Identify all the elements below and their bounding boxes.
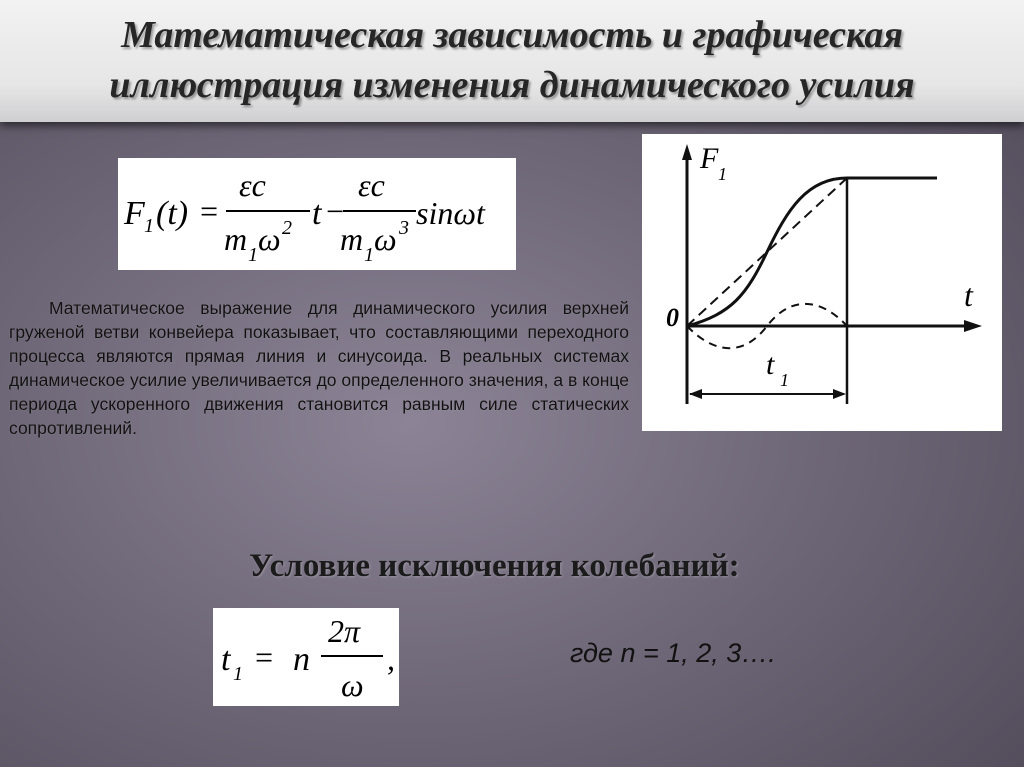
formula1-den2-sub: 1 [364, 244, 374, 266]
graph-interval-label-sub: 1 [780, 370, 789, 390]
formula1-num2: εc [358, 167, 385, 203]
formula1-den2-m: m [340, 221, 364, 257]
formula1-den1-omega: ω [258, 221, 281, 257]
formula2-denominator: ω [341, 667, 364, 703]
formula-dynamic-force [118, 158, 516, 270]
graph-interval-label: t [766, 348, 775, 381]
graph-interval-arrow-right [833, 389, 846, 399]
formula2-equals: = [253, 639, 275, 675]
formula1-num1: εc [239, 167, 266, 203]
formula2-lhs: t [221, 641, 231, 678]
title-bar [0, 0, 1024, 122]
formula2-lhs-sub: 1 [233, 663, 243, 685]
formula-oscillation-condition [213, 608, 399, 706]
graph-interval-arrow-left [689, 389, 702, 399]
formula1-t-term: t [312, 195, 322, 232]
where-note: где n = 1, 2, 3…. [570, 638, 776, 668]
formula1-den2-omega: ω [374, 221, 397, 257]
formula1-den2-power: 3 [399, 217, 409, 239]
formula2-numerator: 2π [328, 613, 361, 649]
formula1-lhs-sub: 1 [144, 215, 154, 237]
description-paragraph: Математическое выражение для динамического усилия верхней груженой ветви конвейера показывает, что составляющими переходного процесса являются прямая линия и синусоида. В реальных системах динамическое усилие увеличивается до определенного значения, а в конце периода ускоренного движения становится равным силе статических сопротивлений. [9, 298, 629, 438]
graph-y-label: F [700, 142, 719, 175]
formula1-den1-sub: 1 [248, 244, 258, 266]
slide-title: Математическая зависимость и графическая иллюстрация изменения динамического усилия [109, 14, 915, 106]
graph-x-label: t [964, 277, 973, 313]
formula1-den1-m: m [224, 221, 248, 257]
formula1-lhs-arg: (t) [156, 195, 189, 232]
formula2-n: n [293, 641, 310, 678]
graph-y-label-sub: 1 [718, 164, 727, 184]
formula1-lhs-f: F [124, 195, 145, 232]
formula1-den1-power: 2 [282, 217, 292, 239]
formula1-sin-term: sinωt [416, 195, 485, 231]
formula2-comma: , [387, 641, 395, 677]
force-graph [642, 134, 1002, 431]
graph-x-arrow [964, 320, 982, 332]
formula1-equals: = [198, 193, 220, 229]
formula1-minus: − [324, 193, 346, 229]
condition-heading: Условие исключения колебаний: [249, 548, 740, 584]
graph-y-arrow [682, 144, 692, 160]
graph-origin-label: 0 [666, 303, 679, 332]
